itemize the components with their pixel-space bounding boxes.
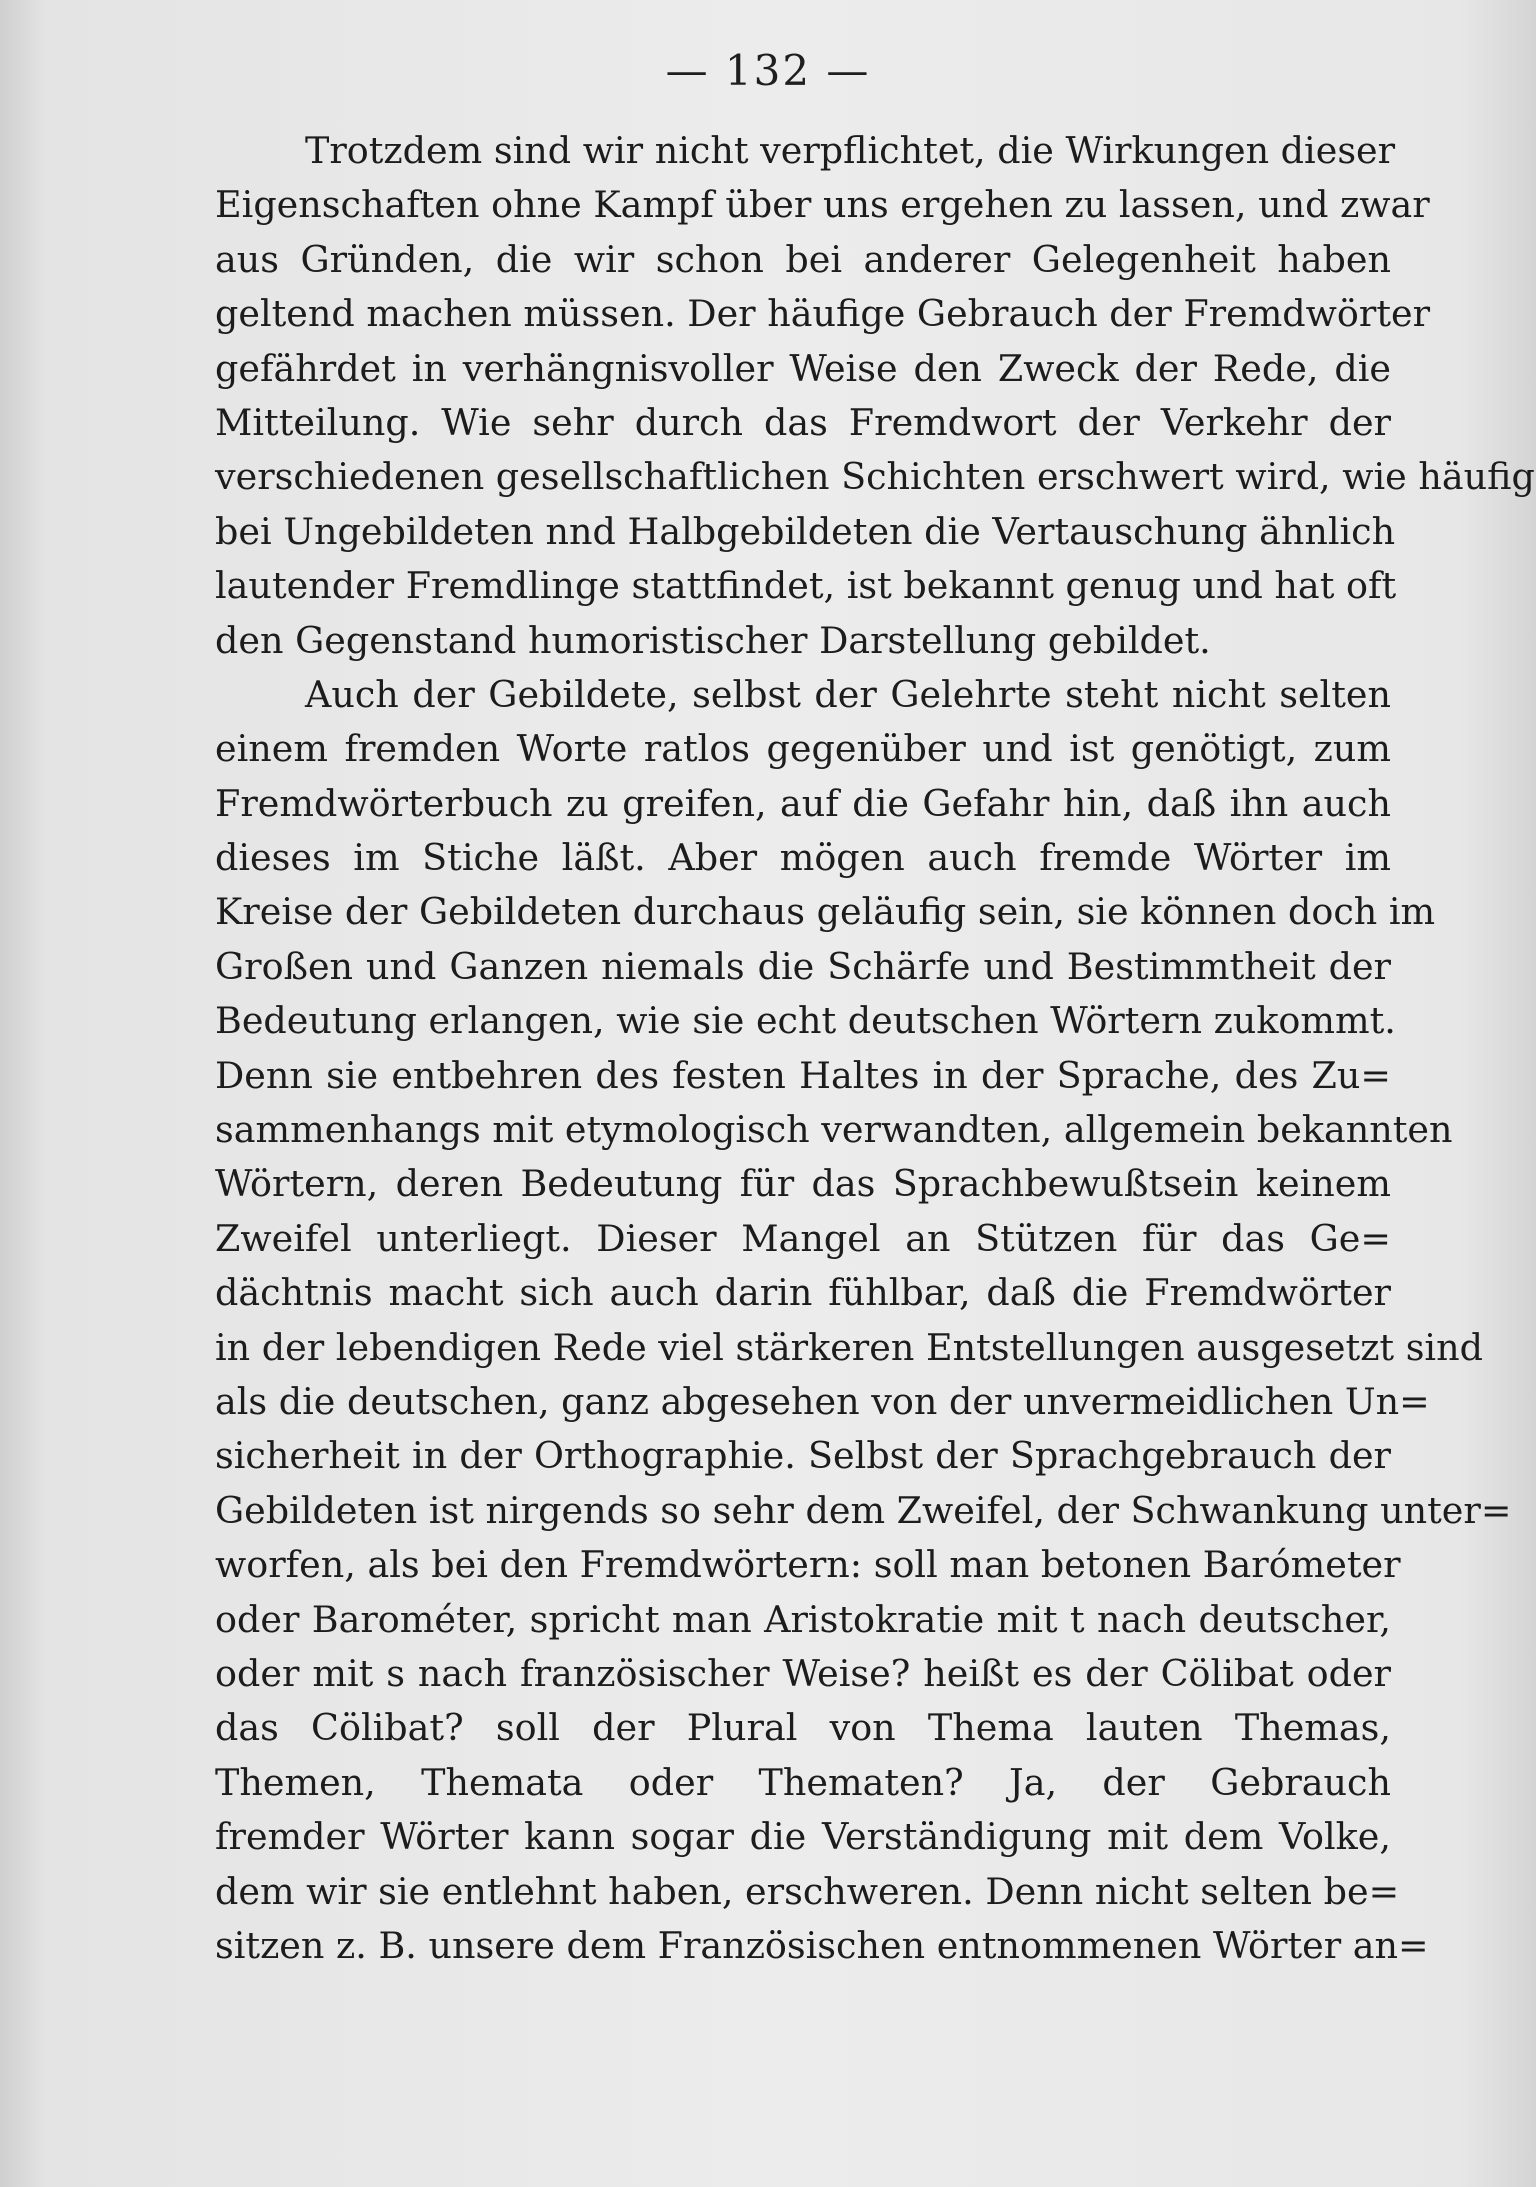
text-line: lautender Fremdlinge stattfindet, ist bekannt genug und hat oft: [215, 564, 1397, 608]
text-line: oder mit s nach französischer Weise? heißt es der Cölibat oder: [215, 1651, 1391, 1695]
text-line: dieses im Stiche läßt. Aber mögen auch fremde Wörter im: [215, 836, 1391, 880]
text-line: Trotzdem sind wir nicht verpflichtet, die Wirkungen dieser: [305, 129, 1396, 172]
text-line: geltend machen müssen. Der häufige Gebrauch der Fremdwörter: [215, 292, 1431, 336]
text-line: verschiedenen gesellschaftlichen Schichten erschwert wird, wie häufig: [215, 455, 1535, 499]
text-line: Bedeutung erlangen, wie sie echt deutschen Wörtern zukommt.: [215, 999, 1396, 1043]
text-line: Kreise der Gebildeten durchaus geläufig sein, sie können doch im: [215, 890, 1436, 934]
text-line: sammenhangs mit etymologisch verwandten, allgemein bekannten: [215, 1108, 1453, 1152]
text-line: als die deutschen, ganz abgesehen von der unvermeidlichen Un=: [215, 1379, 1430, 1423]
text-line: Wörtern, deren Bedeutung für das Sprachbewußtsein keinem: [215, 1162, 1391, 1206]
text-line: fremder Wörter kann sogar die Verständigung mit dem Volke,: [215, 1815, 1391, 1859]
text-line: in der lebendigen Rede viel stärkeren Entstellungen ausgesetzt sind: [215, 1325, 1483, 1369]
text-line: Zweifel unterliegt. Dieser Mangel an Stützen für das Ge=: [215, 1216, 1391, 1260]
text-line: Fremdwörterbuch zu greifen, auf die Gefahr hin, daß ihn auch: [215, 781, 1391, 825]
text-line: dem wir sie entlehnt haben, erschweren. Denn nicht selten be=: [215, 1869, 1400, 1913]
text-line: worfen, als bei den Fremdwörtern: soll man betonen Barómeter: [215, 1543, 1401, 1587]
body-text: [215, 124, 1535, 1973]
text-line: aus Gründen, die wir schon bei anderer Gelegenheit haben: [215, 237, 1391, 281]
text-line: bei Ungebildeten nnd Halbgebildeten die Vertauschung ähnlich: [215, 509, 1396, 553]
text-line: Eigenschaften ohne Kampf über uns ergehen zu lassen, und zwar: [215, 183, 1430, 227]
text-line: gefährdet in verhängnisvoller Weise den Zweck der Rede, die: [215, 346, 1391, 390]
text-line: dächtnis macht sich auch darin fühlbar, daß die Fremdwörter: [215, 1271, 1391, 1315]
text-line: Denn sie entbehren des festen Haltes in der Sprache, des Zu=: [215, 1053, 1391, 1097]
text-line: einem fremden Worte ratlos gegenüber und ist genötigt, zum: [215, 727, 1391, 771]
text-line: den Gegenstand humoristischer Darstellung gebildet.: [215, 618, 1211, 662]
text-line: Gebildeten ist nirgends so sehr dem Zweifel, der Schwankung unter=: [215, 1488, 1512, 1532]
text-line: Themen, Themata oder Thematen? Ja, der Gebrauch: [215, 1760, 1391, 1804]
text-line: sitzen z. B. unsere dem Französischen entnommenen Wörter an=: [215, 1923, 1429, 1967]
text-line: das Cölibat? soll der Plural von Thema lauten Themas,: [215, 1706, 1391, 1750]
text-line: oder Barométer, spricht man Aristokratie mit t nach deutscher,: [215, 1597, 1391, 1641]
text-line: Mitteilung. Wie sehr durch das Fremdwort der Verkehr der: [215, 400, 1391, 444]
text-line: sicherheit in der Orthographie. Selbst der Sprachgebrauch der: [215, 1434, 1391, 1478]
page-number: — 132 —: [665, 46, 871, 95]
text-line: Großen und Ganzen niemals die Schärfe und Bestimmtheit der: [215, 944, 1391, 988]
text-line: Auch der Gebildete, selbst der Gelehrte steht nicht selten: [305, 672, 1391, 716]
